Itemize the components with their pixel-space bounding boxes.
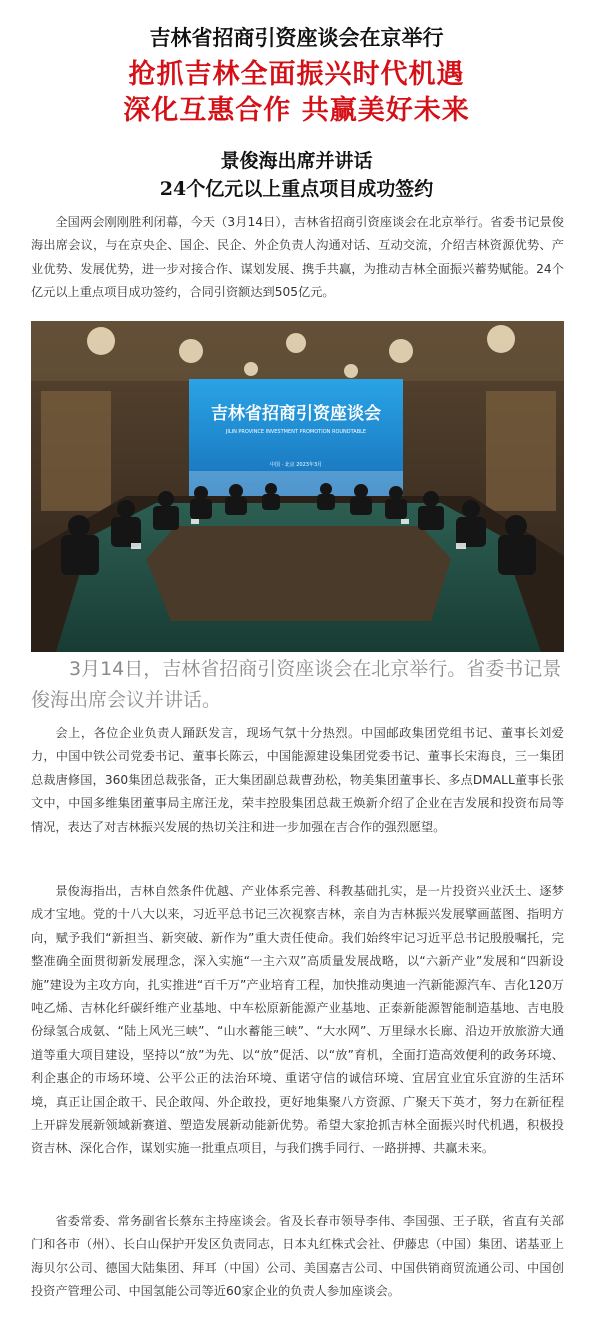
subheadline-line-1: 景俊海出席并讲话 [220,150,373,172]
photo-caption: 3月14日，吉林省招商引资座谈会在北京举行。省委书记景俊海出席会议并讲话。 [31,658,562,711]
screen-subtitle: JILIN PROVINCE INVESTMENT PROMOTION ROUNDTABLE [225,429,367,435]
subheadline-line-2: 24个亿元以上重点项目成功签约 [159,178,434,200]
screen-title: 吉林省招商引资座谈会 [211,404,381,424]
screen-footer: 中国 · 北京 2023年3月 [269,462,323,468]
headline-red-line-1: 抢抓吉林全面振兴时代机遇 [128,59,465,90]
intro-paragraph: 全国两会刚刚胜利闭幕，今天（3月14日），吉林省招商引资座谈会在北京举行。省委书记景俊海出席会议，与在京央企、国企、民企、外企负责人沟通对话、互动交流，介绍吉林资源优势、产业优势、发展优势，进一步对接合作、谋划发展、携手共赢，为推动吉林全面振兴蓄势赋能。24个亿元以上重点项目成功签约，合同引资额达到505亿元。 [31,215,564,300]
body-paragraph-3: 省委常委、常务副省长蔡东主持座谈会。省及长春市领导李伟、李国强、王子联，省直有关部门和各市（州）、长白山保护开发区负责同志，日本丸红株式会社、伊藤忠（中国）集团、诺基亚上海贝尔公司、德国大陆集团、拜耳（中国）公司、美国嘉吉公司、中国供销商贸流通公司、中国创投资产管理公司、中国氢能公司等近60家企业的负责人参加座谈会。 [31,1214,564,1299]
conference-photo [31,321,564,652]
body-paragraph-2: 景俊海指出，吉林自然条件优越、产业体系完善、科教基础扎实，是一片投资兴业沃土、逐梦成才宝地。党的十八大以来，习近平总书记三次视察吉林，亲自为吉林振兴发展擘画蓝图、指明方向，赋予我们“新担当、新突破、新作为”重大责任使命。我们始终牢记习近平总书记殷殷嘱托，完整准确全面贯彻新发展理念，深入实施“一主六双”高质量发展战略，以“六新产业”发展和“四新设施”建设为主攻方向，扎实推进“百千万”产业培育工程，加快推动奥迪一汽新能源汽车、吉化120万吨乙烯、吉林化纤碳纤维产业基地、中车松原新能源产业基地、正泰新能源智能制造基地、吉电股份绿氢合成氨、“陆上风光三峡”、“山水蓄能三峡”、“大水网”、万里绿水长廊、沿边开放旅游大通道等重大项目建设，坚持以“放”为先、以“放”促活、以“放”育机，全面打造高效便利的政务环境、利企惠企的市场环境、公平公正的法治环境、重诺守信的诚信环境、宜居宜业宜乐宜游的生活环境，真正让国企敢干、民企敢闯、外企敢投，更好地集聚八方资源、广聚天下英才，努力在新征程上开辟发展新领域新赛道、塑造发展新动能新优势。希望大家抢抓吉林全面振兴时代机遇，积极投资吉林、深化合作，谋划实施一批重点项目，与我们携手同行、一路拼搏、共赢未来。 [31,884,564,1156]
headline-top: 吉林省招商引资座谈会在京举行 [149,25,444,50]
headline-red-line-2: 深化互惠合作 共赢美好未来 [123,95,470,126]
body-paragraph-1: 会上，各位企业负责人踊跃发言，现场气氛十分热烈。中国邮政集团党组书记、董事长刘爱力，中国中铁公司党委书记、董事长陈云，中国能源建设集团党委书记、董事长宋海良，三一集团总裁唐修国，360集团总裁张备，正大集团副总裁曹劲松，物美集团董事长、多点DMALL董事长张文中，中国多维集团董事局主席汪龙，荣丰控股集团总裁王焕新介绍了企业在吉发展和投资布局等情况，表达了对吉林振兴发展的热切关注和进一步加强在吉合作的强烈愿望。 [31,726,564,834]
